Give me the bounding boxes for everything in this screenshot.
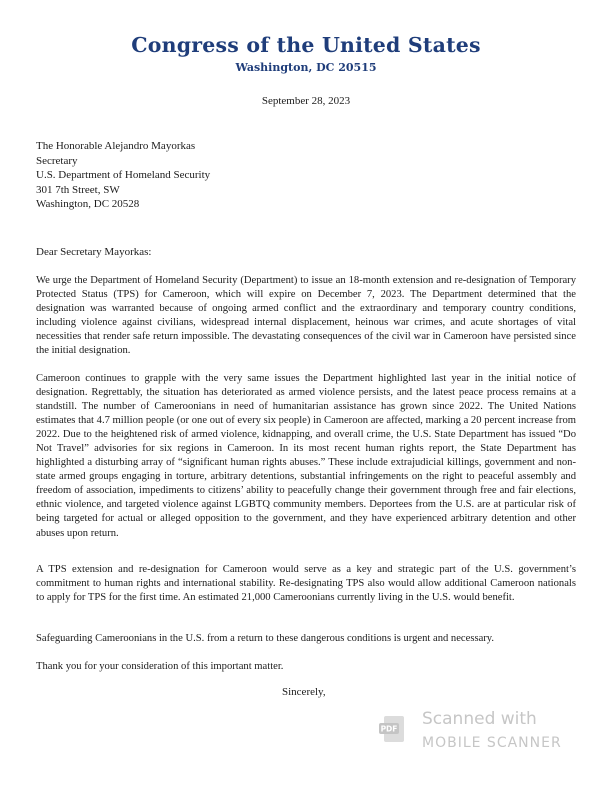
pdf-badge-text: PDF [380,724,398,734]
recipient-line: Secretary [36,154,78,167]
scanner-watermark [378,708,588,756]
body-paragraph: We urge the Department of Homeland Security (Department) to issue an 18-month extension and re-designation of Temporary Protected Status (TPS) for Cameroon, which will expire on December 7, 2023. The Department determined that the designation was warranted because of ongoing armed conflict and the extraordinary and temporary country conditions, including violence against civilians, widespread internal displacement, heinous war crimes, and acute shortages of vital necessities that render safe return impossible. The devastating consequences of the civil war in Cameroon have persisted since the initial designation. [36,275,576,357]
body-paragraph: Thank you for your consideration of this important matter. [36,661,284,672]
pdf-icon [378,714,408,744]
salutation: Dear Secretary Mayorkas: [36,246,152,258]
body-paragraph: Safeguarding Cameroonians in the U.S. from a return to these dangerous conditions is urgent and necessary. [36,633,495,644]
recipient-line: Washington, DC 20528 [36,198,140,211]
recipient-line: 301 7th Street, SW [36,183,120,196]
letterhead-title: Congress of the United States [131,33,481,57]
recipient-line: The Honorable Alejandro Mayorkas [36,140,196,152]
letterhead [0,32,612,75]
recipient-address [36,139,210,212]
letterhead-address: Washington, DC 20515 [235,61,377,74]
recipient-line: U.S. Department of Homeland Security [36,169,211,182]
letter-date: September 28, 2023 [261,95,351,107]
watermark-line2: MOBILE SCANNER [422,735,562,751]
body-paragraph: Cameroon continues to grapple with the very same issues the Department highlighted last year in the initial notice of designation. Regrettably, the situation has deteriorated as armed violence persists, and the latest peace process remains at a standstill. The number of Cameroonians in need of humanitarian assistance has grown since 2022. The United Nations estimates that 4.7 million people (or one out of every six people) in Cameroon are affected, marking a 20 percent increase from 2022. Due to the heightened risk of armed violence, kidnapping, and overall crime, the U.S. State Department has issued “Do Not Travel” advisories for six regions in Cameroon. In its most recent human rights report, the State Department has highlighted a disturbing array of “significant human rights abuses.” These include extrajudicial killings, government and non-state armed groups engaging in torture, arbitrary detentions, substantial infringements on the right to peaceful assembly and freedom of association, impediments to citizens’ ability to peacefully change their government through free and fair elections, ethnic violence, and targeted violence against LGBTQ community members. Deportees from the U.S. are at particular risk of being targeted for actual or alleged opposition to the government, and they have experienced arbitrary detention and other abuses upon return. [36,373,576,539]
closing: Sincerely, [282,686,326,698]
watermark-line1: Scanned with [422,709,537,729]
body-paragraph: A TPS extension and re-designation for Cameroon would serve as a key and strategic part of the U.S. government’s commitment to human rights and international stability. Re-designating TPS also would allow additional Cameroon nationals to apply for TPS for the first time. An estimated 21,000 Cameroonians currently living in the U.S. would benefit. [36,564,576,604]
